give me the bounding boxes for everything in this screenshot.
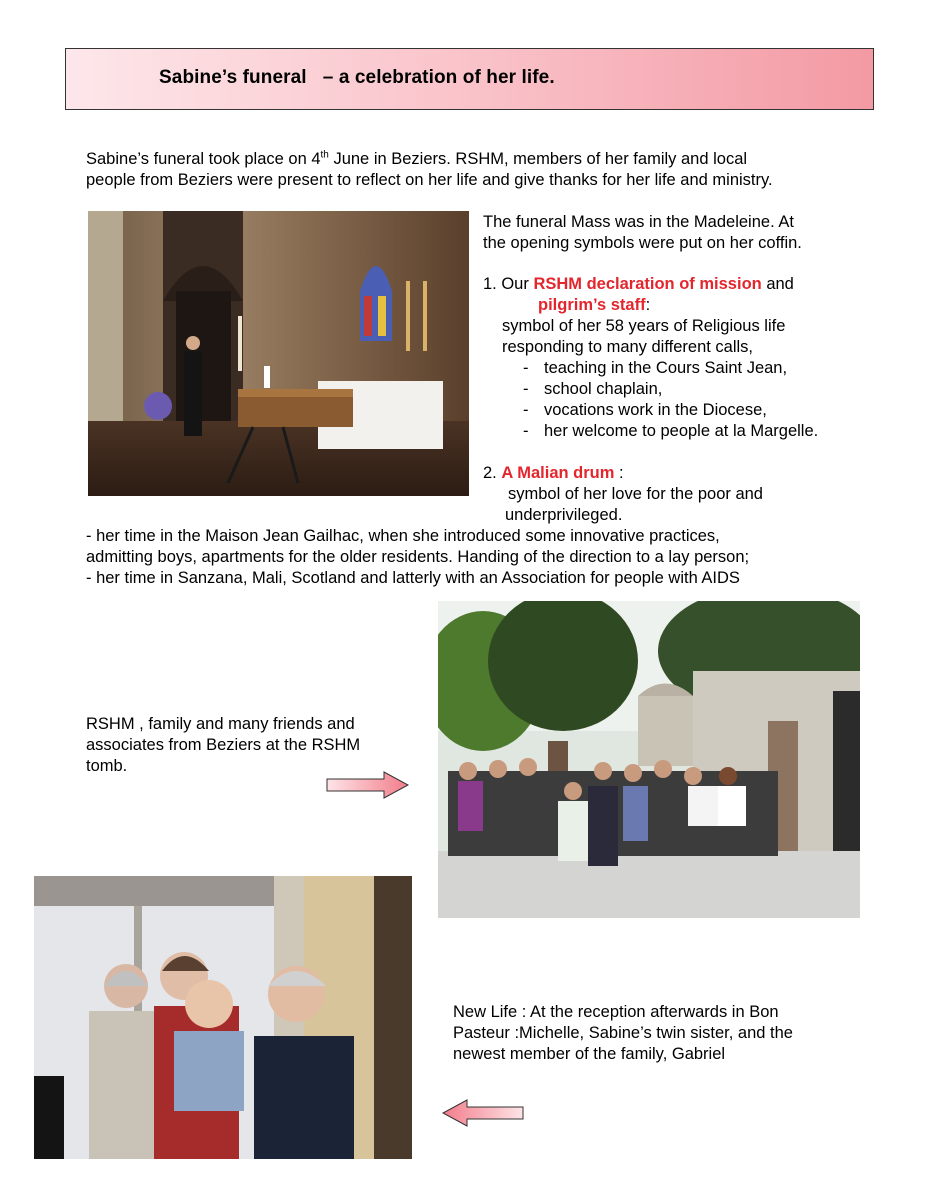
intro-paragraph — [86, 149, 876, 191]
mass-line-1: The funeral Mass was in the Madeleine. At — [483, 213, 794, 231]
list-dash: - — [523, 380, 529, 398]
reception-caption-line-1: New Life : At the reception afterwards in Bon — [453, 1003, 779, 1021]
tomb-caption — [86, 714, 416, 777]
tomb-caption-line-2: associates from Beziers at the RSHM — [86, 736, 361, 754]
intro-line-2: people from Beziers were present to reflect on her life and give thanks for her life and ministry. — [86, 171, 773, 189]
arrow-left-icon — [441, 1099, 525, 1127]
tomb-caption-line-3: tomb. — [86, 757, 128, 775]
continuation-line-1: - her time in the Maison Jean Gailhac, when she introduced some innovative practices, — [86, 527, 720, 545]
continuation-paragraph — [86, 526, 886, 589]
reception-caption — [453, 1002, 893, 1065]
cemetery-gathering-photo — [438, 601, 860, 918]
intro-text-a: Sabine’s funeral took place on 4 — [86, 150, 321, 168]
symbol-1-block — [483, 274, 903, 442]
list-item — [483, 379, 903, 400]
symbol-1-red-text: RSHM declaration of mission — [533, 275, 762, 293]
reception-caption-line-2: Pasteur :Michelle, Sabine’s twin sister, and the — [453, 1024, 793, 1042]
intro-sup: th — [320, 149, 329, 161]
church-interior-photo — [88, 211, 469, 496]
list-item-text: teaching in the Cours Saint Jean, — [544, 359, 788, 377]
list-item-text: vocations work in the Diocese, — [544, 401, 767, 419]
symbol-2-number: 2. — [483, 464, 502, 482]
list-dash: - — [523, 422, 529, 440]
symbol-1-desc-1: symbol of her 58 years of Religious life — [502, 317, 786, 335]
symbol-2-desc-1: symbol of her love for the poor and — [508, 485, 763, 503]
intro-text-b: June in Beziers. RSHM, members of her family and local — [328, 150, 748, 168]
list-item — [483, 358, 903, 379]
list-item — [483, 400, 903, 421]
list-item — [483, 421, 903, 442]
continuation-line-3: - her time in Sanzana, Mali, Scotland and latterly with an Association for people with AIDS — [86, 569, 740, 587]
symbol-2-desc-2: underprivileged. — [505, 506, 623, 524]
list-item-text: her welcome to people at la Margelle. — [544, 422, 819, 440]
symbol-1-and: and — [761, 275, 794, 293]
page-title: Sabine’s funeral – a celebration of her life. — [159, 67, 555, 88]
symbol-1-red-text-2: pilgrim’s staff — [538, 296, 646, 314]
symbol-1-colon: : — [645, 296, 651, 314]
list-dash: - — [523, 359, 529, 377]
mass-line-2: the opening symbols were put on her coffin. — [483, 234, 802, 252]
reception-family-photo — [34, 876, 412, 1159]
list-item-text: school chaplain, — [544, 380, 663, 398]
tomb-caption-line-1: RSHM , family and many friends and — [86, 715, 355, 733]
list-dash: - — [523, 401, 529, 419]
symbol-1-desc-2: responding to many different calls, — [502, 338, 754, 356]
symbol-1-number: 1. Our — [483, 275, 534, 293]
mass-paragraph — [483, 212, 883, 254]
title-banner — [65, 48, 874, 110]
reception-caption-line-3: newest member of the family, Gabriel — [453, 1045, 726, 1063]
symbol-2-colon: : — [614, 464, 624, 482]
symbol-2-red-text: A Malian drum — [501, 464, 615, 482]
arrow-right-icon — [326, 771, 410, 799]
continuation-line-2: admitting boys, apartments for the older residents. Handing of the direction to a lay person; — [86, 548, 750, 566]
symbol-2-block — [483, 463, 903, 526]
